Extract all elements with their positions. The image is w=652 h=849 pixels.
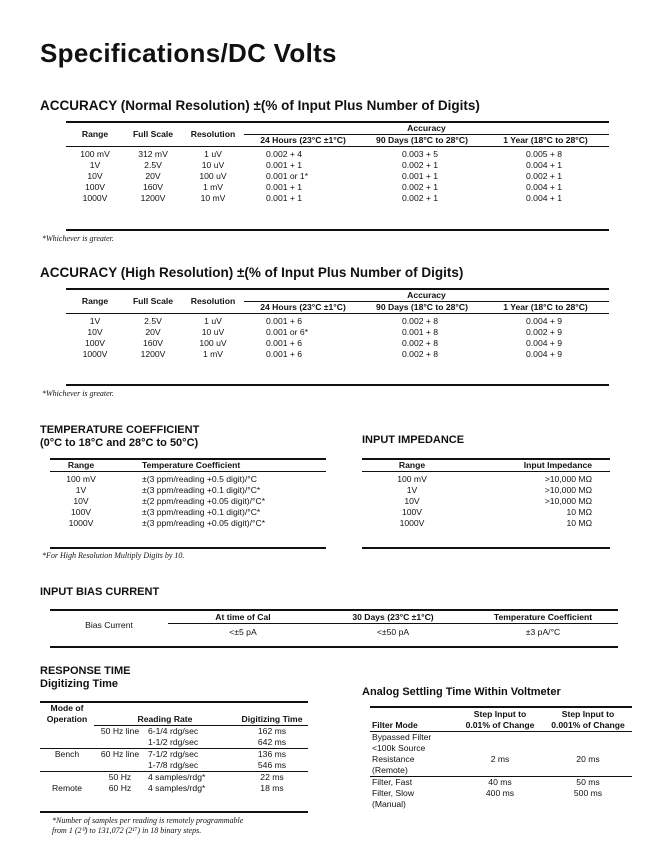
col-temp-coef: Temperature Coefficient (142, 460, 241, 470)
col-range: Range (67, 460, 95, 470)
col-full-scale: Full Scale (132, 129, 174, 139)
table-row: 100V 10 MΩ (401, 507, 592, 517)
table-row: (Manual) (372, 799, 406, 809)
col-step-001: Step Input to (473, 709, 527, 719)
table-row: 10V ±(2 ppm/reading +0.05 digit)/°C* (73, 496, 266, 506)
col-filter-mode: Filter Mode (372, 720, 418, 730)
table-row: Bypassed Filter (370, 732, 632, 744)
table-row: 50 Hz 4 samples/rdg* 22 ms (40, 772, 308, 784)
settling-table (370, 709, 632, 810)
col-1y: 1 Year (18°C to 28°C) (503, 302, 588, 312)
col-24h: 24 Hours (23°C ±1°C) (260, 135, 346, 145)
table-row: 1000V 10 MΩ (399, 518, 592, 528)
temp-coef-heading: TEMPERATURE COEFFICIENT (40, 424, 200, 436)
col-resolution: Resolution (190, 129, 236, 139)
col-step-001-b: 0.01% of Change (465, 720, 535, 730)
table-row: 10V 20V 10 uV 0.001 or 6* 0.001 + 8 0.002 + 9 (87, 327, 563, 337)
col-range: Range (398, 460, 426, 470)
bias-row-label: Bias Current (85, 619, 133, 630)
col-resolution: Resolution (190, 296, 236, 306)
impedance-table (362, 460, 610, 529)
col-temp-coef: Temperature Coefficient (468, 612, 618, 624)
table-row: 10V 20V 100 uV 0.001 or 1* 0.001 + 1 0.002 + 1 (87, 171, 563, 181)
digitizing-table (40, 703, 308, 794)
table-row: <±5 pA <±50 pA ±3 pA/°C (229, 627, 561, 637)
table-row: 100 mV ±(3 ppm/reading +0.5 digit)/°C (66, 474, 257, 484)
temp-coef-subheading: (0°C to 18°C and 28°C to 50°C) (40, 437, 199, 449)
table-row: 1000V 1200V 10 mV 0.001 + 1 0.002 + 1 0.004 + 1 (82, 193, 563, 203)
col-range: Range (81, 129, 109, 139)
bias-table (50, 612, 618, 638)
col-digitizing-time: Digitizing Time (241, 714, 303, 724)
bias-heading: INPUT BIAS CURRENT (40, 586, 160, 598)
col-90d: 90 Days (18°C to 28°C) (376, 302, 468, 312)
table-row: 1V 2.5V 10 uV 0.001 + 1 0.002 + 1 0.004 + 1 (89, 160, 563, 170)
table-row: 100 mV 312 mV 1 uV 0.002 + 4 0.003 + 5 0.005 + 8 (80, 149, 563, 159)
impedance-heading: INPUT IMPEDANCE (362, 434, 465, 446)
col-at-cal: At time of Cal (168, 612, 318, 624)
temp-coef-table (50, 460, 326, 529)
col-90d: 90 Days (18°C to 28°C) (376, 135, 468, 145)
col-accuracy: Accuracy (244, 123, 609, 135)
table-row: 1-7/8 rdg/sec 546 ms (148, 760, 287, 770)
table-row: Filter, Slow 400 ms 500 ms (372, 788, 603, 798)
accuracy-normal-footnote: *Whichever is greater. (42, 234, 114, 243)
col-24h: 24 Hours (23°C ±1°C) (260, 302, 346, 312)
col-step-0001: Step Input to (561, 709, 615, 719)
table-row: 100V ±(3 ppm/reading +0.1 digit)/°C* (70, 507, 261, 517)
accuracy-high-table (66, 290, 609, 360)
response-footnote-1: *Number of samples per reading is remotely programmable (52, 816, 244, 825)
table-row: Resistance 2 ms 20 ms (372, 754, 600, 764)
col-operation: Operation (46, 714, 88, 725)
table-row: 1000V 1200V 1 mV 0.001 + 6 0.002 + 8 0.004 + 9 (82, 349, 563, 359)
table-row: 10V >10,000 MΩ (404, 496, 592, 506)
accuracy-high-heading: ACCURACY (High Resolution) ±(% of Input Plus Number of Digits) (40, 265, 464, 280)
table-row: Remote 60 Hz 4 samples/rdg* 18 ms (51, 783, 284, 793)
table-row: 1-1/2 rdg/sec 642 ms (148, 737, 287, 747)
table-row: 1V >10,000 MΩ (406, 485, 592, 495)
table-row: 1V ±(3 ppm/reading +0.1 digit)/°C* (75, 485, 261, 495)
col-input-impedance: Input Impedance (523, 460, 592, 470)
accuracy-normal-heading: ACCURACY (Normal Resolution) ±(% of Input Plus Number of Digits) (40, 98, 480, 113)
col-range: Range (81, 296, 109, 306)
response-heading: RESPONSE TIME (40, 665, 131, 677)
col-mode: Mode of (50, 703, 84, 713)
table-row: 100V 160V 100 uV 0.001 + 6 0.002 + 8 0.004 + 9 (84, 338, 563, 348)
table-row: Filter, Fast 40 ms 50 ms (370, 777, 632, 789)
response-footnote-2: from 1 (2⁰) to 131,072 (2¹⁷) in 18 binary steps. (52, 826, 202, 835)
settling-heading: Analog Settling Time Within Voltmeter (362, 686, 561, 698)
table-row: 1V 2.5V 1 uV 0.001 + 6 0.002 + 8 0.004 + 9 (89, 316, 563, 326)
accuracy-normal-table (66, 123, 609, 204)
response-subheading: Digitizing Time (40, 678, 119, 690)
table-row: 100 mV >10,000 MΩ (397, 474, 592, 484)
col-accuracy: Accuracy (244, 290, 609, 302)
table-row: 1000V ±(3 ppm/reading +0.05 digit)/°C* (68, 518, 266, 528)
temp-coef-footnote: *For High Resolution Multiply Digits by 10. (42, 551, 185, 560)
table-row: Bench 60 Hz line 7-1/2 rdg/sec 136 ms (40, 749, 308, 761)
table-row: 100V 160V 1 mV 0.001 + 1 0.002 + 1 0.004 + 1 (84, 182, 563, 192)
col-full-scale: Full Scale (132, 296, 174, 306)
col-1y: 1 Year (18°C to 28°C) (503, 135, 588, 145)
table-row: <100k Source (372, 743, 426, 753)
table-row: 50 Hz line 6-1/4 rdg/sec 162 ms (40, 726, 308, 738)
col-step-0001-b: 0.001% of Change (551, 720, 625, 730)
table-row: (Remote) (372, 765, 408, 775)
page-title: Specifications/DC Volts (40, 38, 337, 68)
col-30-days: 30 Days (23°C ±1°C) (318, 612, 468, 624)
accuracy-high-footnote: *Whichever is greater. (42, 389, 114, 398)
col-reading-rate: Reading Rate (137, 714, 193, 724)
